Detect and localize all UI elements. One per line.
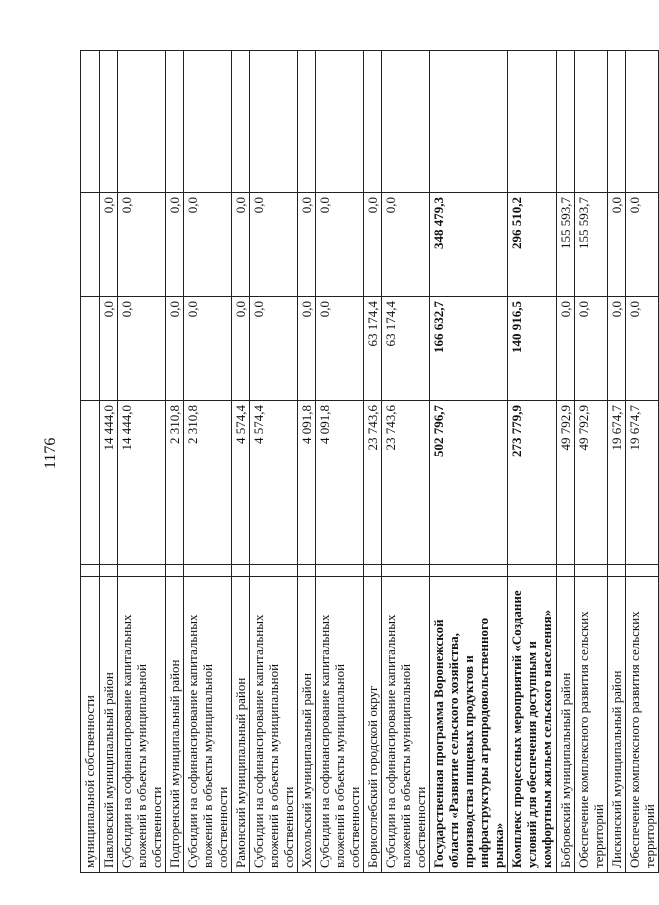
table-row [166,51,184,873]
table-row [316,51,364,873]
row-name-cell: Бобровский муниципальный район [557,577,575,873]
table-row [118,51,166,873]
spacer-cell [100,565,118,577]
row-name-cell: Подгоренский муниципальный район [166,577,184,873]
spacer-cell [232,565,250,577]
table-row [557,51,575,873]
value-cell-1: 4 574,4 [232,401,250,565]
spacer-cell [608,565,626,577]
value-cell-3: 0,0 [184,193,232,297]
row-name-cell: Лискинский муниципальный район [608,577,626,873]
spacer-cell [575,565,608,577]
value-cell-1: 4 574,4 [250,401,298,565]
row-name-cell: Государственная программа Воронежской области «Развитие сельского хозяйства, производства пищевых продуктов и инфраструктуры агропродовольственного рынка» [430,577,508,873]
value-cell-2: 0,0 [118,297,166,401]
page-number: 1176 [42,437,59,469]
spacer-cell [166,565,184,577]
row-name-cell: Субсидии на софинансирование капитальных вложений в объекты муниципальной собственности [118,577,166,873]
empty-cell [81,51,100,193]
table-row [232,51,250,873]
row-name-cell: муниципальной собственности [81,577,100,873]
table-row [608,51,626,873]
value-cell-1: 273 779,9 [508,401,557,565]
row-name-cell: Борисоглебский городской округ [364,577,382,873]
value-cell-1: 23 743,6 [364,401,382,565]
spacer-cell [364,565,382,577]
table-row [100,51,118,873]
value-cell-1: 23 743,6 [382,401,430,565]
value-cell-2: 166 632,7 [430,297,508,401]
value-cell-2: 0,0 [316,297,364,401]
empty-cell [250,51,298,193]
value-cell-1: 2 310,8 [166,401,184,565]
spacer-cell [430,565,508,577]
empty-cell [575,51,608,193]
table-row [430,51,508,873]
table-row [508,51,557,873]
spacer-cell [557,565,575,577]
empty-cell [557,51,575,193]
value-cell-2: 0,0 [100,297,118,401]
value-cell-2: 0,0 [232,297,250,401]
value-cell-1: 14 444,0 [118,401,166,565]
value-cell-3: 0,0 [364,193,382,297]
value-cell-3: 0,0 [316,193,364,297]
value-cell-2: 0,0 [166,297,184,401]
value-cell-2 [81,297,100,401]
table-row [81,51,100,873]
value-cell-3: 0,0 [118,193,166,297]
value-cell-3: 0,0 [298,193,316,297]
spacer-cell [298,565,316,577]
empty-cell [100,51,118,193]
table-row [364,51,382,873]
value-cell-1: 4 091,8 [316,401,364,565]
value-cell-1: 49 792,9 [575,401,608,565]
value-cell-3: 0,0 [232,193,250,297]
value-cell-1 [81,401,100,565]
value-cell-3: 0,0 [608,193,626,297]
value-cell-3: 348 479,3 [430,193,508,297]
empty-cell [316,51,364,193]
value-cell-3: 0,0 [626,193,659,297]
value-cell-1: 502 796,7 [430,401,508,565]
row-name-cell: Субсидии на софинансирование капитальных вложений в объекты муниципальной собственности [250,577,298,873]
value-cell-3: 0,0 [166,193,184,297]
value-cell-2: 0,0 [557,297,575,401]
row-name-cell: Павловский муниципальный район [100,577,118,873]
spacer-cell [316,565,364,577]
spacer-cell [184,565,232,577]
row-name-cell: Субсидии на софинансирование капитальных вложений в объекты муниципальной собственности [184,577,232,873]
spacer-cell [118,565,166,577]
table-row [626,51,659,873]
value-cell-3 [81,193,100,297]
row-name-cell: Рамонский муниципальный район [232,577,250,873]
value-cell-2: 0,0 [626,297,659,401]
value-cell-3: 0,0 [250,193,298,297]
empty-cell [626,51,659,193]
table-row [575,51,608,873]
empty-cell [608,51,626,193]
row-name-cell: Субсидии на софинансирование капитальных вложений в объекты муниципальной собственности [316,577,364,873]
value-cell-2: 0,0 [608,297,626,401]
spacer-cell [508,565,557,577]
spacer-cell [250,565,298,577]
empty-cell [430,51,508,193]
value-cell-1: 2 310,8 [184,401,232,565]
row-name-cell: Субсидии на софинансирование капитальных вложений в объекты муниципальной собственности [382,577,430,873]
value-cell-1: 19 674,7 [626,401,659,565]
row-name-cell: Комплекс процессных мероприятий «Создание условий для обеспечения доступным и комфортным жильем сельского населения» [508,577,557,873]
empty-cell [184,51,232,193]
spacer-cell [626,565,659,577]
table-row [298,51,316,873]
empty-cell [166,51,184,193]
empty-cell [232,51,250,193]
row-name-cell: Обеспечение комплексного развития сельских территорий [626,577,659,873]
value-cell-1: 14 444,0 [100,401,118,565]
spacer-cell [81,565,100,577]
value-cell-2: 0,0 [298,297,316,401]
table-container [80,51,657,873]
row-name-cell: Обеспечение комплексного развития сельских территорий [575,577,608,873]
value-cell-2: 0,0 [575,297,608,401]
spacer-cell [382,565,430,577]
table-row [184,51,232,873]
value-cell-2: 140 916,5 [508,297,557,401]
budget-table [80,50,659,873]
value-cell-2: 63 174,4 [364,297,382,401]
empty-cell [382,51,430,193]
table-row [382,51,430,873]
value-cell-1: 49 792,9 [557,401,575,565]
row-name-cell: Хохольский муниципальный район [298,577,316,873]
value-cell-1: 4 091,8 [298,401,316,565]
value-cell-3: 155 593,7 [575,193,608,297]
value-cell-2: 0,0 [184,297,232,401]
value-cell-3: 155 593,7 [557,193,575,297]
value-cell-1: 19 674,7 [608,401,626,565]
empty-cell [364,51,382,193]
table-row [250,51,298,873]
empty-cell [508,51,557,193]
empty-cell [298,51,316,193]
value-cell-3: 0,0 [100,193,118,297]
value-cell-2: 0,0 [250,297,298,401]
empty-cell [118,51,166,193]
value-cell-2: 63 174,4 [382,297,430,401]
value-cell-3: 296 510,2 [508,193,557,297]
value-cell-3: 0,0 [382,193,430,297]
